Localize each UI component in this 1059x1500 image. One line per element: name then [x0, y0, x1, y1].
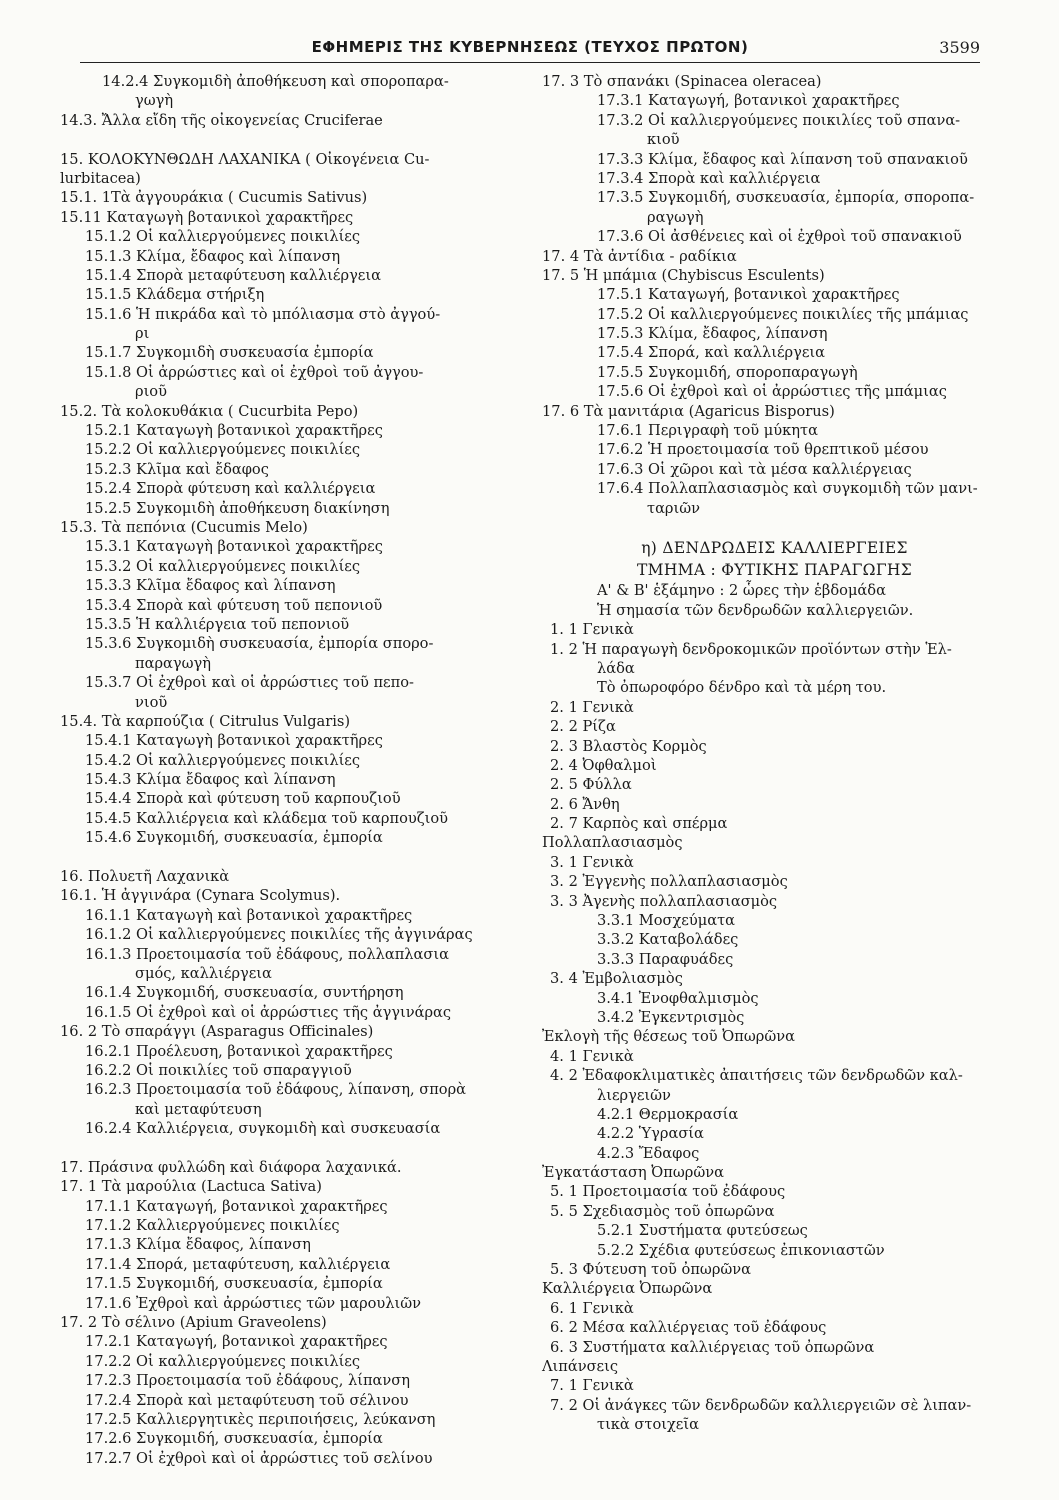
list-item: 15.1.4 Σπορὰ μεταφύτευση καλλιέργεια	[85, 266, 381, 284]
list-item: 17.3.6 Οἱ ἀσθένειες καὶ οἱ ἐχθροὶ τοῦ σπανακιοῦ	[597, 228, 962, 246]
list-item: 4. 1 Γενικὰ	[550, 1047, 634, 1065]
section-heading: ΤΜΗΜΑ : ΦΥΤΙΚΗΣ ΠΑΡΑΓΩΓΗΣ	[637, 561, 912, 580]
list-item: 15.1.2 Οἱ καλλιεργούμενες ποικιλίες	[85, 228, 361, 246]
list-item: 16.1.4 Συγκομιδή, συσκευασία, συντήρηση	[85, 984, 404, 1002]
list-item: 17.1.6 Ἐχθροὶ καὶ ἀρρώστιες τῶν μαρουλιῶν	[85, 1294, 422, 1312]
list-item: Ἡ σημασία τῶν δενδρωδῶν καλλιεργειῶν.	[597, 601, 914, 619]
list-item: 15.1.8 Οἱ ἀρρώστιες καὶ οἱ ἐχθροὶ τοῦ ἀγγου-	[85, 363, 424, 381]
list-item: 17.3.2 Οἱ καλλιεργούμενες ποικιλίες τοῦ σπανα-	[597, 111, 961, 129]
list-item: 15.3.1 Καταγωγὴ βοτανικοὶ χαρακτῆρες	[85, 538, 383, 556]
list-item: 15.1.6 Ἡ πικράδα καὶ τὸ μπόλιασμα στὸ ἀγγού-	[85, 305, 441, 323]
list-item: 17.2.2 Οἱ καλλιεργούμενες ποικιλίες	[85, 1352, 361, 1370]
list-item: 17.1.3 Κλίμα ἔδαφος, λίπανση	[85, 1236, 311, 1254]
gazette-title: ΕΦΗΜΕΡΙΣ ΤΗΣ ΚΥΒΕΡΝΗΣΕΩΣ (ΤΕΥΧΟΣ ΠΡΩΤΟΝ)	[311, 38, 749, 56]
list-item: 17.1.4 Σπορά, μεταφύτευση, καλλιέργεια	[85, 1255, 391, 1273]
list-item: Λιπάνσεις	[542, 1358, 618, 1375]
list-item: 17.5.4 Σπορά, καὶ καλλιέργεια	[597, 344, 825, 362]
list-item: 17.6.1 Περιγραφὴ τοῦ μύκητα	[597, 422, 818, 440]
list-item: 15.2.1 Καταγωγὴ βοτανικοὶ χαρακτῆρες	[85, 422, 383, 440]
list-item: lurbitacea)	[60, 169, 141, 187]
list-item: 15.1.7 Συγκομιδὴ συσκευασία ἐμπορία	[85, 344, 374, 362]
list-item: τικὰ στοιχεῖα	[597, 1416, 699, 1434]
list-item: 17.5.5 Συγκομιδή, σποροπαραγωγὴ	[597, 363, 858, 381]
list-item: 3. 2 Ἐγγενὴς πολλαπλασιασμὸς	[550, 873, 788, 891]
list-item: 6. 2 Μέσα καλλιέργειας τοῦ ἐδάφους	[550, 1319, 827, 1337]
list-item: σμός, καλλιέργεια	[135, 964, 272, 982]
list-item: 17. 6 Τὰ μανιτάρια (Agaricus Bisporus)	[542, 402, 835, 420]
list-item: 3.4.2 Ἐγκεντρισμὸς	[597, 1008, 745, 1026]
list-item: κιοῦ	[647, 131, 680, 149]
list-item: 7. 1 Γενικὰ	[550, 1377, 634, 1395]
list-item: 17.2.6 Συγκομιδή, συσκευασία, ἐμπορία	[85, 1430, 383, 1448]
list-item: 16.1.2 Οἱ καλλιεργούμενες ποικιλίες τῆς ἀγγινάρας	[85, 926, 473, 944]
list-item: 15.3.3 Κλῖμα ἔδαφος καὶ λίπανση	[85, 577, 336, 595]
list-item: Τὸ ὀπωροφόρο δένδρο καὶ τὰ μέρη του.	[597, 679, 887, 697]
list-item: 14.2.4 Συγκομιδὴ ἀποθήκευση καὶ σποροπαρα-	[102, 73, 449, 90]
list-item: 3.3.2 Καταβολάδες	[597, 931, 739, 949]
page-number: 3599	[939, 38, 980, 57]
list-item: 15.3.5 Ἡ καλλιέργεια τοῦ πεπονιοῦ	[85, 615, 350, 633]
list-item: 15.11 Καταγωγὴ βοτανικοὶ χαρακτῆρες	[60, 208, 354, 226]
list-item: 3.3.1 Μοσχεύματα	[597, 912, 736, 930]
spacer	[542, 518, 1007, 537]
list-item: ταριῶν	[647, 499, 701, 517]
list-item: 1. 1 Γενικὰ	[550, 621, 634, 639]
spacer	[60, 848, 530, 867]
list-item: 3. 4 Ἐμβολιασμὸς	[550, 970, 683, 988]
list-item: 16.1.5 Οἱ ἐχθροὶ καὶ οἱ ἀρρώστιες τῆς ἀγγινάρας	[85, 1003, 452, 1021]
list-item: 2. 3 Βλαστὸς Κορμὸς	[550, 737, 707, 755]
list-item: 15.4.4 Σπορὰ καὶ φύτευση τοῦ καρπουζιοῦ	[85, 790, 401, 808]
list-item: 2. 7 Καρπὸς καὶ σπέρμα	[550, 815, 728, 833]
list-item: 4. 2 Ἐδαφοκλιματικὲς ἀπαιτήσεις τῶν δενδρωδῶν καλ-	[550, 1067, 963, 1085]
section-heading: η) ΔΕΝΔΡΩΔΕΙΣ ΚΑΛΛΙΕΡΓΕΙΕΣ	[641, 539, 908, 558]
list-item: 17.6.2 Ἡ προετοιμασία τοῦ θρεπτικοῦ μέσου	[597, 441, 929, 459]
list-item: 15.4.6 Συγκομιδή, συσκευασία, ἐμπορία	[85, 829, 383, 847]
list-item: 3. 1 Γενικὰ	[550, 853, 634, 871]
list-item: 15.1. 1Τὰ ἀγγουράκια ( Cucumis Sativus)	[60, 189, 368, 207]
list-item: 3.4.1 Ἐνοφθαλμισμὸς	[597, 989, 759, 1007]
list-item: 3.3.3 Παραφυάδες	[597, 950, 734, 968]
list-item: 16.2.2 Οἱ ποικιλίες τοῦ σπαραγγιοῦ	[85, 1061, 352, 1079]
list-item: 5. 3 Φύτευση τοῦ ὀπωρῶνα	[550, 1261, 752, 1279]
list-item: 16.2.3 Προετοιμασία τοῦ ἐδάφους, λίπανση, σπορὰ	[85, 1081, 467, 1099]
list-item: 15.3.4 Σπορὰ καὶ φύτευση τοῦ πεπονιοῦ	[85, 596, 383, 614]
list-item: 17.1.5 Συγκομιδή, συσκευασία, ἐμπορία	[85, 1275, 383, 1293]
list-item: 15.2.5 Συγκομιδὴ ἀποθήκευση διακίνηση	[85, 499, 390, 517]
list-item: 17.6.4 Πολλαπλασιασμὸς καὶ συγκομιδὴ τῶν μανι-	[597, 480, 978, 498]
list-item: 17.3.3 Κλίμα, ἔδαφος καὶ λίπανση τοῦ σπανακιοῦ	[597, 150, 968, 168]
list-item: λάδα	[597, 659, 635, 677]
list-item: 17.3.5 Συγκομιδή, συσκευασία, ἐμπορία, σποροπα-	[597, 189, 975, 207]
list-item: 16.1.3 Προετοιμασία τοῦ ἐδάφους, πολλαπλασια	[85, 945, 449, 963]
list-item: 17.3.1 Καταγωγή, βοτανικοὶ χαρακτῆρες	[597, 92, 900, 110]
list-item: 15.4. Τὰ καρπούζια ( Citrulus Vulgaris)	[60, 712, 351, 730]
list-item: Α' & Β' ἑξάμηνο : 2 ὧρες τὴν ἑβδομάδα	[597, 582, 886, 600]
list-item: γωγὴ	[135, 92, 174, 110]
list-item: 17.5.1 Καταγωγή, βοτανικοὶ χαρακτῆρες	[597, 286, 900, 304]
list-item: Πολλαπλασιασμὸς	[542, 834, 683, 852]
list-item: Ἐκλογὴ τῆς θέσεως τοῦ Ὀπωρῶνα	[542, 1028, 795, 1046]
list-item: 2. 6 Ἄνθη	[550, 795, 620, 813]
list-item: 2. 1 Γενικὰ	[550, 698, 634, 716]
list-item: 4.2.3 Ἔδαφος	[597, 1144, 700, 1162]
list-item: 15.2.4 Σπορὰ φύτευση καὶ καλλιέργεια	[85, 480, 376, 498]
left-column	[60, 72, 530, 1468]
list-item: 5. 1 Προετοιμασία τοῦ ἐδάφους	[550, 1183, 786, 1201]
list-item: 16. 2 Τὸ σπαράγγι (Asparagus Officinales)	[60, 1023, 374, 1041]
list-item: 16.1.1 Καταγωγὴ καὶ βοτανικοὶ χαρακτῆρες	[85, 906, 413, 924]
list-item: 15.1.5 Κλάδεμα στήριξη	[85, 286, 265, 304]
list-item: 16.1. Ἡ ἀγγινάρα (Cynara Scolymus).	[60, 887, 341, 905]
list-item: 15.2. Τὰ κολοκυθάκια ( Cucurbita Pepo)	[60, 402, 359, 420]
list-item: 16.2.1 Προέλευση, βοτανικοὶ χαρακτῆρες	[85, 1042, 393, 1060]
list-item: 17.2.3 Προετοιμασία τοῦ ἐδάφους, λίπανση	[85, 1372, 410, 1390]
spacer	[60, 130, 530, 149]
list-item: 5.2.1 Συστήματα φυτεύσεως	[597, 1222, 808, 1240]
list-item: 4.2.2 Ὑγρασία	[597, 1125, 704, 1143]
list-item: 15.1.3 Κλίμα, ἔδαφος καὶ λίπανση	[85, 247, 341, 265]
list-item: 4.2.1 Θερμοκρασία	[597, 1105, 739, 1123]
list-item: 17. 5 Ἡ μπάμια (Chybiscus Esculents)	[542, 266, 825, 284]
list-item: 17.1.1 Καταγωγή, βοτανικοὶ χαρακτῆρες	[85, 1197, 388, 1215]
list-item: 17.2.1 Καταγωγή, βοτανικοὶ χαρακτῆρες	[85, 1333, 388, 1351]
list-item: 15.2.3 Κλῖμα καὶ ἔδαφος	[85, 460, 269, 478]
list-item: 15.3.6 Συγκομιδὴ συσκευασία, ἐμπορία σπορο-	[85, 635, 434, 653]
right-column	[542, 72, 1007, 1435]
list-item: ραγωγὴ	[647, 208, 704, 226]
list-item: λιεργειῶν	[597, 1086, 671, 1104]
list-item: 3. 3 Ἀγενὴς πολλαπλασιασμὸς	[550, 892, 778, 910]
list-item: 15.4.2 Οἱ καλλιεργούμενες ποικιλίες	[85, 751, 361, 769]
list-item: καὶ μεταφύτευση	[135, 1100, 262, 1118]
list-item: 15.3. Τὰ πεπόνια (Cucumis Melo)	[60, 518, 308, 536]
list-item: 17.1.2 Καλλιεργούμενες ποικιλίες	[85, 1217, 340, 1235]
list-item: 17.5.6 Οἱ ἐχθροὶ καὶ οἱ ἀρρώστιες τῆς μπάμιας	[597, 383, 947, 401]
list-item: 5. 5 Σχεδιασμὸς τοῦ ὀπωρῶνα	[550, 1202, 775, 1220]
list-item: ρι	[135, 325, 150, 343]
list-item: παραγωγὴ	[135, 654, 211, 672]
list-item: 17.2.5 Καλλιεργητικὲς περιποιήσεις, λεύκανση	[85, 1410, 436, 1428]
list-item: 15.3.2 Οἱ καλλιεργούμενες ποικιλίες	[85, 557, 361, 575]
list-item: 17.2.7 Οἱ ἐχθροὶ καὶ οἱ ἀρρώστιες τοῦ σελίνου	[85, 1449, 433, 1467]
list-item: Ἐγκατάσταση Ὀπωρῶνα	[542, 1164, 724, 1182]
list-item: 15.4.5 Καλλιέργεια καὶ κλάδεμα τοῦ καρπουζιοῦ	[85, 809, 449, 827]
list-item: 6. 1 Γενικὰ	[550, 1299, 634, 1317]
list-item: 2. 5 Φύλλα	[550, 776, 632, 794]
list-item: νιοῦ	[135, 693, 168, 711]
list-item: 15.3.7 Οἱ ἐχθροὶ καὶ οἱ ἀρρώστιες τοῦ πεπο-	[85, 674, 414, 692]
list-item: 1. 2 Ἡ παραγωγὴ δενδροκομικῶν προϊόντων στὴν Ἑλ-	[550, 640, 952, 658]
list-item: 7. 2 Οἱ ἀνάγκες τῶν δενδρωδῶν καλλιεργειῶν σὲ λιπαν-	[550, 1396, 972, 1414]
list-item: 17. Πράσινα φυλλώδη καὶ διάφορα λαχανικά.	[60, 1158, 402, 1176]
list-item: 15.2.2 Οἱ καλλιεργούμενες ποικιλίες	[85, 441, 361, 459]
spacer	[60, 1138, 530, 1157]
list-item: 14.3. Ἄλλα εἴδη τῆς οἰκογενείας Cruciferae	[60, 111, 383, 129]
list-item: 16. Πολυετῆ Λαχανικὰ	[60, 868, 230, 886]
list-item: 17. 4 Τὰ ἀντίδια - ραδίκια	[542, 247, 737, 265]
list-item: 17.6.3 Οἱ χῶροι καὶ τὰ μέσα καλλιέργειας	[597, 460, 912, 478]
list-item: 15.4.1 Καταγωγὴ βοτανικοὶ χαρακτῆρες	[85, 732, 383, 750]
list-item: 17. 1 Τὰ μαρούλια (Lactuca Sativa)	[60, 1178, 322, 1196]
list-item: 17. 3 Τὸ σπανάκι (Spinacea oleracea)	[542, 73, 822, 90]
list-item: 6. 3 Συστήματα καλλιέργειας τοῦ ὀπωρῶνα	[550, 1338, 875, 1356]
list-item: 15.4.3 Κλίμα ἔδαφος καὶ λίπανση	[85, 771, 336, 789]
page-header	[80, 38, 980, 63]
list-item: 17.3.4 Σπορὰ καὶ καλλιέργεια	[597, 169, 821, 187]
list-item: 17.2.4 Σπορὰ καὶ μεταφύτευση τοῦ σέλινου	[85, 1391, 409, 1409]
list-item: 17.5.3 Κλίμα, ἔδαφος, λίπανση	[597, 325, 828, 343]
list-item: 15. ΚΟΛΟΚΥΝΘΩΔΗ ΛΑΧΑΝΙΚΑ ( Οἰκογένεια Cu-	[60, 150, 430, 168]
list-item: 2. 4 Ὀφθαλμοὶ	[550, 756, 657, 774]
list-item: 5.2.2 Σχέδια φυτεύσεως ἐπικονιαστῶν	[597, 1241, 885, 1259]
list-item: ριοῦ	[135, 383, 167, 401]
list-item: 2. 2 Ρίζα	[550, 718, 616, 736]
list-item: Καλλιέργεια Ὀπωρῶνα	[542, 1280, 713, 1298]
list-item: 17.5.2 Οἱ καλλιεργούμενες ποικιλίες τῆς μπάμιας	[597, 305, 969, 323]
list-item: 17. 2 Τὸ σέλινο (Apium Graveolens)	[60, 1314, 327, 1331]
list-item: 16.2.4 Καλλιέργεια, συγκομιδὴ καὶ συσκευασία	[85, 1120, 441, 1138]
